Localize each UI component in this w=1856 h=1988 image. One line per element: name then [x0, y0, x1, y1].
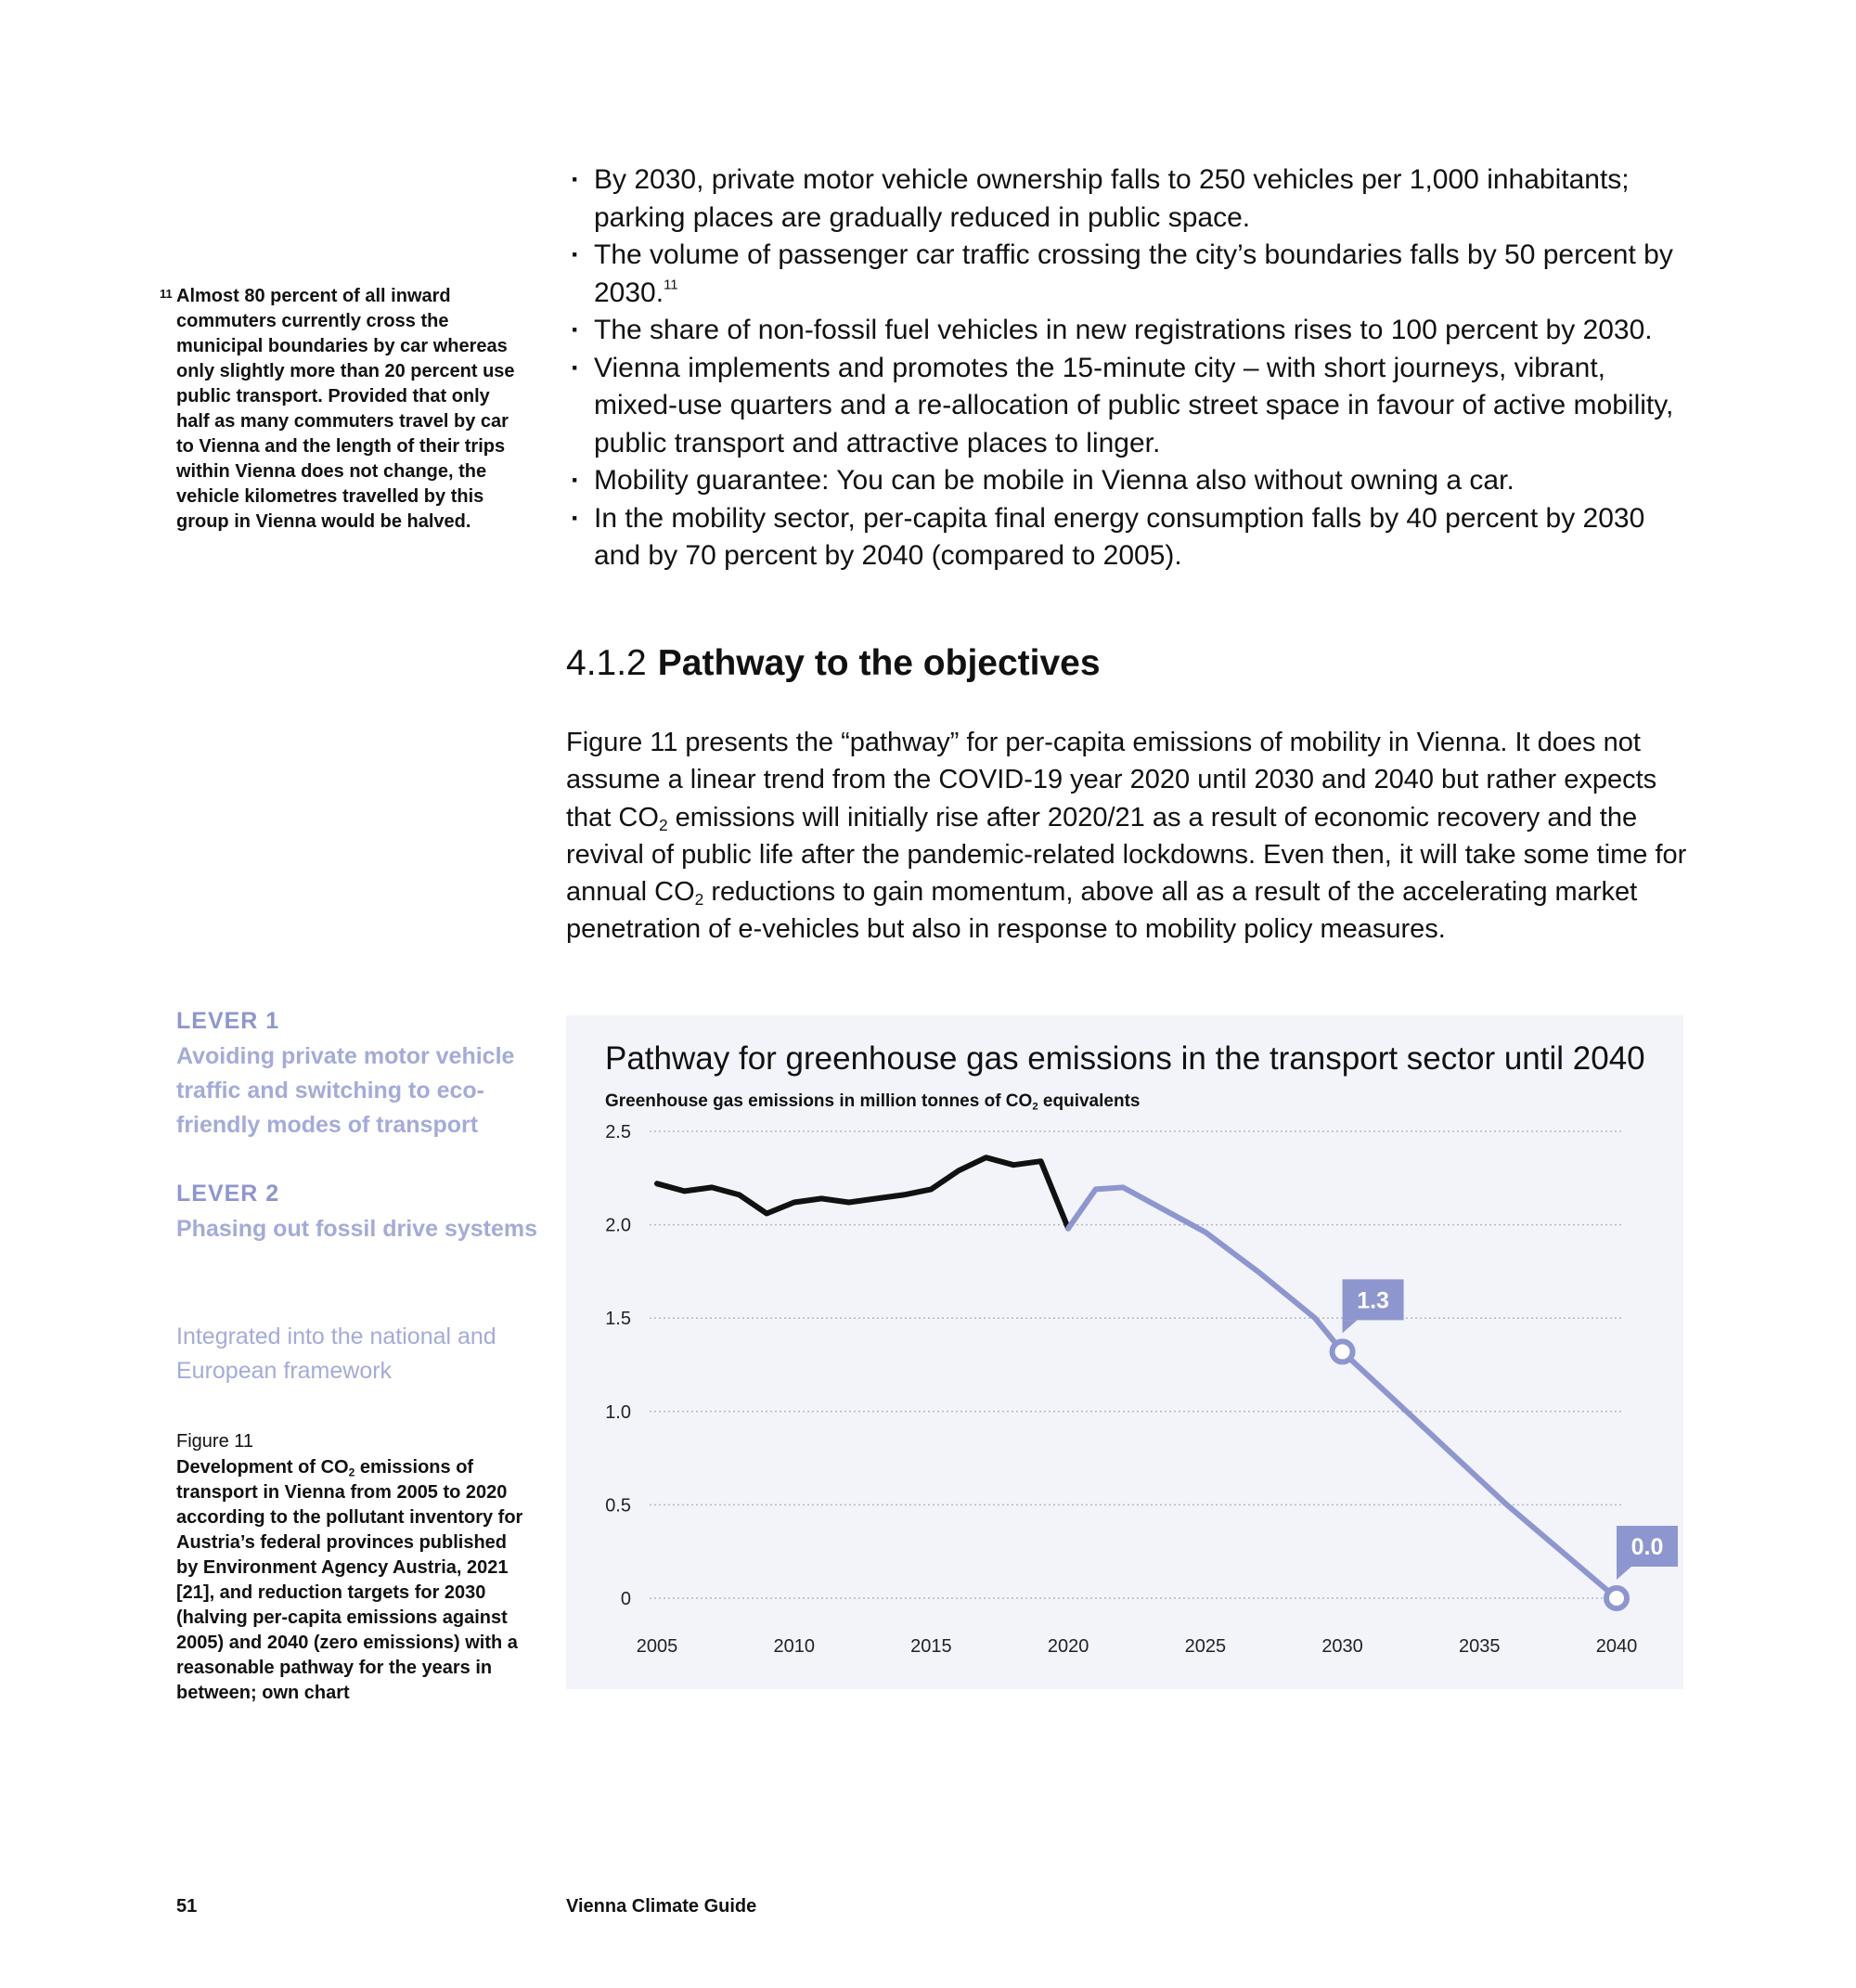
- y-tick-label: 2.5: [605, 1122, 631, 1142]
- footnote-mark: 11: [160, 287, 173, 301]
- target-point-marker: [1333, 1341, 1353, 1362]
- page-number: 51: [176, 1896, 198, 1917]
- list-item: · By 2030, private motor vehicle ownership falls to 250 vehicles per 1,000 inhabitants; parking places are gradually reduced in public space.: [568, 161, 1695, 237]
- x-tick-label: 2015: [910, 1636, 952, 1657]
- x-tick-label: 2025: [1184, 1636, 1227, 1657]
- y-tick-label: 1.0: [605, 1401, 631, 1423]
- chart-title: Pathway for greenhouse gas emissions in the transport sector until 2040: [605, 1040, 1645, 1077]
- figure-caption: Development of $CO_2$ emissions of transport in Vienna from 2005 to 2020 according to the pollutant inventory for Austria’s federal provinces published by Environment Agency Austria, 2021 [21], and reduction targets for 2030 (halving per-capita emissions against 2005) and 2040 (zero emissions) with a reasonable pathway for the years in between; own chart: [176, 1457, 523, 1703]
- list-item: · The volume of passenger car traffic crossing the city’s boundaries falls by 50 percent by 2030.11: [568, 237, 1695, 312]
- lever-1-text: Avoiding private motor vehicle traffic and switching to eco-friendly modes of transport: [176, 1043, 515, 1138]
- target-pathway-line: [1068, 1187, 1617, 1598]
- section-title: Pathway to the objectives: [657, 643, 1101, 683]
- list-item: · The share of non-fossil fuel vehicles in new registrations rises to 100 percent by 2030.: [568, 312, 1695, 350]
- list-item: · Vienna implements and promotes the 15-minute city – with short journeys, vibrant, mixed-use quarters and a re-allocation of public street space in favour of active mobility, public transport and attractive places to linger.: [568, 350, 1695, 463]
- lever-1-heading: LEVER 1: [176, 1008, 280, 1034]
- list-item: · In the mobility sector, per-capita final energy consumption falls by 40 percent by 2030 and by 70 percent by 2040 (compared to 2005).: [568, 500, 1695, 575]
- footnote-text: Almost 80 percent of all inward commuters currently cross the municipal boundaries by car whereas only slightly more than 20 percent use public transport. Provided that only half as many commuters travel by car to Vienna and the length of their trips within Vienna does not change, the vehicle kilometres travelled by this group in Vienna would be halved.: [176, 286, 515, 532]
- x-tick-label: 2010: [773, 1636, 815, 1657]
- data-label-pointer: [1617, 1567, 1631, 1580]
- chart-y-axis-label: Greenhouse gas emissions in million tonnes of $CO_2$ equivalents: [605, 1091, 1141, 1113]
- document-title: Vienna Climate Guide: [566, 1896, 757, 1917]
- x-tick-label: 2030: [1321, 1636, 1363, 1657]
- y-tick-label: 1.5: [605, 1309, 631, 1330]
- framework-note: Integrated into the national and European framework: [176, 1323, 496, 1384]
- body-paragraph: Figure 11 presents the “pathway” for per-capita emissions of mobility in Vienna. It does not assume a linear trend from the COVID-19 year 2020 until 2030 and 2040 but rather expects that $CO_2$ emissions will initially rise after 2020/21 as a result of economic recovery and the revival of public life after the pandemic-related lockdowns. Even then, it will take some time for annual $CO_2$ reductions to gain momentum, above all as a result of the accelerating market penetration of e-vehicles but also in response to mobility policy measures.: [566, 728, 1687, 945]
- y-tick-label: 2.0: [605, 1215, 631, 1236]
- data-label: 1.3: [1357, 1287, 1389, 1314]
- lever-2-heading: LEVER 2: [176, 1181, 280, 1207]
- y-tick-label: 0: [620, 1589, 631, 1609]
- section-number: 4.1.2: [566, 643, 647, 683]
- target-point-marker: [1606, 1588, 1627, 1608]
- y-tick-label: 0.5: [605, 1495, 631, 1517]
- figure-label: Figure 11: [176, 1431, 254, 1452]
- footnote-ref: 11: [664, 277, 678, 292]
- x-tick-label: 2020: [1047, 1636, 1089, 1657]
- x-tick-label: 2035: [1459, 1636, 1501, 1657]
- data-label-pointer: [1343, 1320, 1358, 1333]
- list-item: · Mobility guarantee: You can be mobile in Vienna also without owning a car.: [568, 462, 1695, 500]
- data-label: 0.0: [1630, 1534, 1664, 1560]
- historical-emissions-line: [657, 1157, 1068, 1228]
- x-tick-label: 2005: [636, 1636, 678, 1657]
- x-tick-label: 2040: [1595, 1636, 1638, 1657]
- lever-2-text: Phasing out fossil drive systems: [176, 1216, 538, 1242]
